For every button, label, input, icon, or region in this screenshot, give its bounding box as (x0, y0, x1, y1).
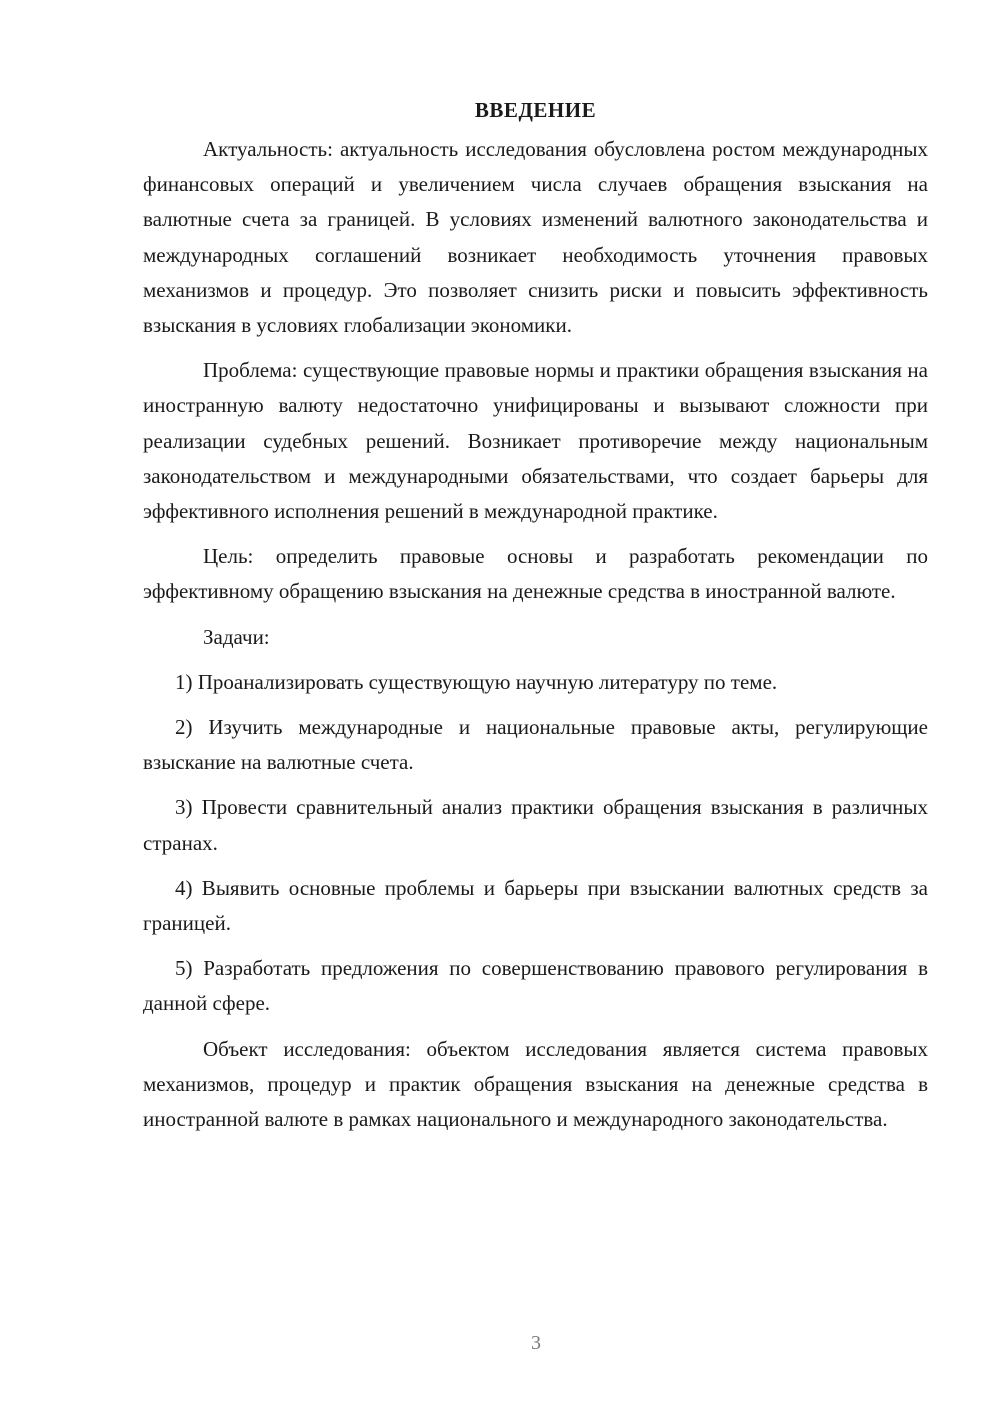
task-item-5: 5) Разработать предложения по совершенствованию правового регулирования в данной сфере. (143, 956, 928, 1016)
tasks-heading: Задачи: (203, 624, 270, 649)
page-number: 3 (531, 1332, 541, 1354)
goal-paragraph: Цель: определить правовые основы и разработать рекомендации по эффективному обращению взыскания на денежные средства в иностранной валюте. (143, 544, 928, 604)
section-title: ВВЕДЕНИЕ (474, 98, 597, 122)
task-item-3: 3) Провести сравнительный анализ практики обращения взыскания в различных странах. (143, 795, 928, 855)
relevance-paragraph: Актуальность: актуальность исследования обусловлена ростом международных финансовых операций и увеличением числа случаев обращения взыскания на валютные счета за границей. В условиях изменений валютного законодательства и международных соглашений возникает необходимость уточнения правовых механизмов и процедур. Это позволяет снизить риски и повысить эффективность взыскания в условиях глобализации экономики. (143, 137, 928, 338)
task-item-2: 2) Изучить международные и национальные правовые акты, регулирующие взыскание на валютные счета. (143, 715, 928, 775)
task-item-4: 4) Выявить основные проблемы и барьеры при взыскании валютных средств за границей. (143, 875, 928, 936)
tasks-list (143, 665, 928, 1022)
object-paragraph: Объект исследования: объектом исследования является система правовых механизмов, процедур и практик обращения взыскания на денежные средства в иностранной валюте в рамках национального и международного законодательства. (143, 1036, 928, 1132)
page-content (143, 92, 928, 1147)
task-item-1: 1) Проанализировать существующую научную литературу по теме. (175, 669, 778, 694)
problem-paragraph: Проблема: существующие правовые нормы и практики обращения взыскания на иностранную валюту недостаточно унифицированы и вызывают сложности при реализации судебных решений. Возникает противоречие между национальным законодательством и международными обязательствами, что создает барьеры для эффективного исполнения решений в международной практике. (143, 358, 928, 524)
